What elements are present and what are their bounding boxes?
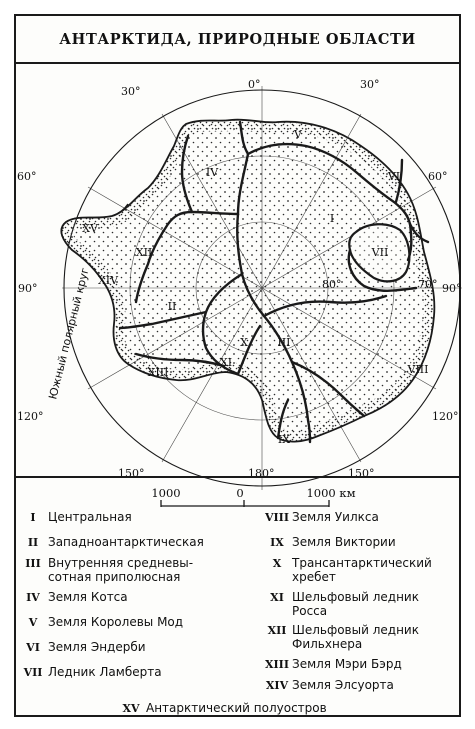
- legend-num: XIII: [265, 658, 289, 671]
- meridian-label-60w: 60°: [17, 170, 37, 183]
- legend-num: XI: [270, 591, 284, 604]
- scale-label-left: 1000: [151, 486, 181, 500]
- legend-num: VIII: [265, 511, 289, 524]
- legend-label: Ледник Ламберта: [48, 665, 162, 679]
- legend-item-9: [262, 535, 462, 549]
- region-label-9: IX: [277, 433, 291, 446]
- region-label-8: VIII: [407, 363, 429, 376]
- map-area: [16, 64, 462, 480]
- polar-circle-label: Южный полярный круг: [46, 266, 92, 401]
- meridian-label-30w: 30°: [121, 85, 141, 98]
- map-title: АНТАРКТИДА, ПРИРОДНЫЕ ОБЛАСТИ: [59, 30, 416, 48]
- legend-num: XII: [267, 624, 287, 637]
- legend-label: Земля Королевы Мод: [48, 615, 184, 629]
- region-label-12: XII: [135, 246, 153, 259]
- legend-item-5: [18, 615, 228, 629]
- scale-label-zero: 0: [236, 486, 244, 500]
- region-label-3: III: [277, 336, 291, 349]
- legend-label: Земля Мэри Бэрд: [292, 657, 402, 671]
- legend-label: Центральная: [48, 510, 132, 524]
- region-label-2: II: [167, 300, 177, 313]
- legend-label: Земля Эндерби: [48, 640, 146, 654]
- region-label-10: X: [240, 336, 248, 349]
- legend-num: III: [25, 557, 41, 570]
- map-divider: [16, 476, 459, 478]
- legend-label: Земля Котса: [48, 590, 128, 604]
- legend-item-12: [262, 623, 462, 651]
- legend-num: IX: [270, 536, 284, 549]
- legend-label: Земля Уилкса: [292, 510, 379, 524]
- region-label-5: V: [294, 128, 302, 141]
- legend-num: II: [27, 536, 39, 549]
- meridian-label-90w: 90°: [18, 282, 38, 295]
- meridian-label-60e: 60°: [428, 170, 448, 183]
- legend-item-7: [18, 665, 228, 679]
- legend-label: Внутренняя средневы-сотная приполюсная: [48, 556, 194, 584]
- scale-label-right: 1000 км: [306, 486, 356, 500]
- legend-item-14: [262, 678, 462, 692]
- region-label-13: XIII: [147, 366, 169, 379]
- region-label-7: VII: [371, 246, 389, 259]
- region-label-15: XV: [82, 222, 98, 235]
- legend-num: XV: [122, 702, 140, 715]
- legend-item-6: [18, 640, 228, 654]
- legend-label: Шельфовый ледник Росса: [292, 590, 419, 618]
- legend-item-10: [262, 556, 462, 584]
- region-label-4: IV: [205, 166, 219, 179]
- legend-num: X: [272, 557, 282, 570]
- legend-item-4: [18, 590, 228, 604]
- legend-label: Земля Виктории: [292, 535, 396, 549]
- legend-label: Трансантарктический хребет: [292, 556, 432, 584]
- region-label-11: XI: [219, 356, 233, 369]
- meridian-label-0: 0°: [248, 78, 261, 91]
- meridian-label-120e: 120°: [432, 410, 459, 423]
- legend-item-3: [18, 556, 228, 584]
- legend-num: I: [30, 511, 36, 524]
- legend-label: Земля Элсуорта: [292, 678, 394, 692]
- legend: [16, 506, 459, 714]
- legend-item-2: [18, 535, 228, 549]
- legend-item-8: [262, 510, 462, 524]
- title-bar: [16, 16, 459, 64]
- latitude-label-70: 70°: [418, 278, 438, 291]
- legend-item-11: [262, 590, 462, 618]
- region-label-14: XIV: [97, 274, 119, 287]
- legend-num: IV: [26, 591, 40, 604]
- legend-label: Западноантарктическая: [48, 535, 204, 549]
- legend-label: Антарктический полуостров: [146, 701, 327, 715]
- region-label-6: VI: [387, 170, 401, 183]
- legend-label: Шельфовый ледник Фильхнера: [292, 623, 419, 651]
- meridian-label-30e: 30°: [360, 78, 380, 91]
- latitude-label-80: 80°: [322, 278, 342, 291]
- legend-item-13: [262, 657, 462, 671]
- legend-num: V: [28, 616, 38, 629]
- legend-item-15: [116, 701, 436, 715]
- meridian-label-90e: 90°: [442, 282, 462, 295]
- legend-num: VI: [26, 641, 40, 654]
- meridian-label-120w: 120°: [17, 410, 44, 423]
- antarctica-map: [16, 64, 462, 480]
- meridian-label-180: 180°: [248, 467, 275, 480]
- meridian-label-150w: 150°: [118, 467, 145, 480]
- region-label-1: I: [329, 212, 335, 225]
- legend-num: VII: [23, 666, 43, 679]
- legend-num: XIV: [265, 679, 289, 692]
- meridian-label-150e: 150°: [348, 467, 375, 480]
- legend-item-1: [18, 510, 228, 524]
- map-frame: [14, 14, 461, 717]
